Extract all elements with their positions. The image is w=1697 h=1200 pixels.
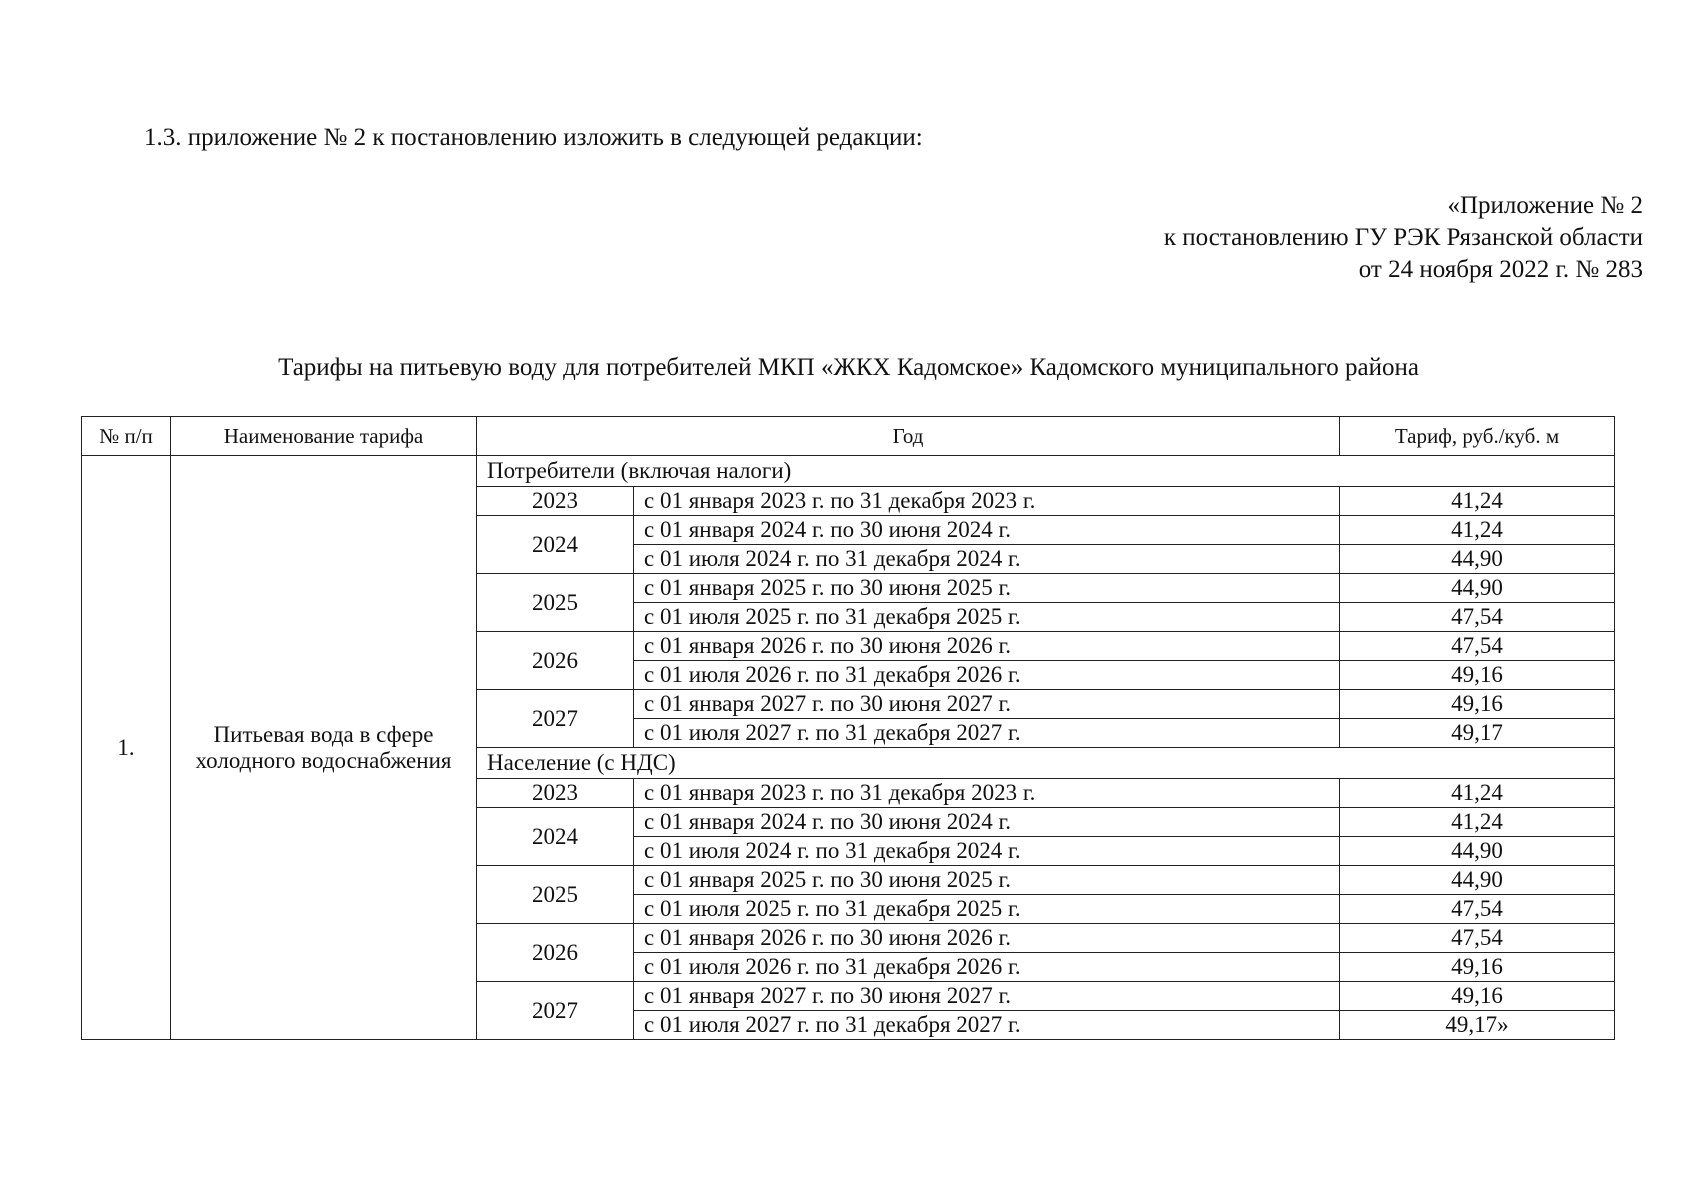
- year-cell: 2026: [477, 924, 634, 982]
- tariff-value-cell: 49,16: [1340, 953, 1615, 982]
- tariff-value-cell: 44,90: [1340, 545, 1615, 574]
- tariff-value-cell: 41,24: [1340, 516, 1615, 545]
- appendix-line-1: «Приложение № 2: [1447, 192, 1643, 219]
- period-cell: с 01 января 2027 г. по 30 июня 2027 г.: [634, 982, 1340, 1011]
- tariff-value-cell: 41,24: [1340, 808, 1615, 837]
- group-row: [82, 456, 1615, 487]
- appendix-line-3: от 24 ноября 2022 г. № 283: [1358, 256, 1643, 283]
- year-cell: 2024: [477, 516, 634, 574]
- amendment-intro: 1.3. приложение № 2 к постановлению изложить в следующей редакции:: [144, 124, 923, 151]
- year-cell: 2025: [477, 574, 634, 632]
- period-cell: с 01 января 2023 г. по 31 декабря 2023 г.: [634, 487, 1340, 516]
- year-cell: 2027: [477, 982, 634, 1040]
- tariff-value-cell: 44,90: [1340, 866, 1615, 895]
- tariff-table: [81, 416, 1615, 1040]
- year-cell: 2026: [477, 632, 634, 690]
- tariff-name: Питьевая вода в сфере холодного водоснабжения: [171, 456, 477, 1040]
- period-cell: с 01 июля 2025 г. по 31 декабря 2025 г.: [634, 895, 1340, 924]
- year-cell: 2025: [477, 866, 634, 924]
- period-cell: с 01 июля 2024 г. по 31 декабря 2024 г.: [634, 837, 1340, 866]
- period-cell: с 01 июля 2026 г. по 31 декабря 2026 г.: [634, 953, 1340, 982]
- period-cell: с 01 июля 2026 г. по 31 декабря 2026 г.: [634, 661, 1340, 690]
- tariff-value-cell: 47,54: [1340, 895, 1615, 924]
- period-cell: с 01 января 2024 г. по 30 июня 2024 г.: [634, 808, 1340, 837]
- period-cell: с 01 января 2026 г. по 30 июня 2026 г.: [634, 632, 1340, 661]
- period-cell: с 01 июля 2027 г. по 31 декабря 2027 г.: [634, 719, 1340, 748]
- group-label: Потребители (включая налоги): [477, 456, 1615, 487]
- appendix-line-2: к постановлению ГУ РЭК Рязанской области: [1163, 224, 1643, 251]
- tariff-value-cell: 49,17»: [1340, 1011, 1615, 1040]
- header-year: Год: [477, 417, 1340, 456]
- group-label: Население (с НДС): [477, 748, 1615, 779]
- header-num: № п/п: [82, 417, 171, 456]
- tariff-value-cell: 49,16: [1340, 982, 1615, 1011]
- tariff-value-cell: 44,90: [1340, 574, 1615, 603]
- row-number: 1.: [82, 456, 171, 1040]
- year-cell: 2023: [477, 487, 634, 516]
- table-title: Тарифы на питьевую воду для потребителей МКП «ЖКХ Кадомское» Кадомского муниципального района: [278, 354, 1419, 381]
- period-cell: с 01 января 2024 г. по 30 июня 2024 г.: [634, 516, 1340, 545]
- tariff-value-cell: 41,24: [1340, 779, 1615, 808]
- tariff-value-cell: 47,54: [1340, 632, 1615, 661]
- period-cell: с 01 июля 2027 г. по 31 декабря 2027 г.: [634, 1011, 1340, 1040]
- tariff-value-cell: 47,54: [1340, 603, 1615, 632]
- period-cell: с 01 января 2023 г. по 31 декабря 2023 г.: [634, 779, 1340, 808]
- period-cell: с 01 января 2026 г. по 30 июня 2026 г.: [634, 924, 1340, 953]
- tariff-value-cell: 47,54: [1340, 924, 1615, 953]
- tariff-value-cell: 44,90: [1340, 837, 1615, 866]
- header-tariff: Тариф, руб./куб. м: [1340, 417, 1615, 456]
- tariff-value-cell: 49,16: [1340, 661, 1615, 690]
- period-cell: с 01 июля 2025 г. по 31 декабря 2025 г.: [634, 603, 1340, 632]
- period-cell: с 01 января 2027 г. по 30 июня 2027 г.: [634, 690, 1340, 719]
- tariff-value-cell: 49,16: [1340, 690, 1615, 719]
- year-cell: 2027: [477, 690, 634, 748]
- tariff-value-cell: 41,24: [1340, 487, 1615, 516]
- year-cell: 2023: [477, 779, 634, 808]
- tariff-value-cell: 49,17: [1340, 719, 1615, 748]
- period-cell: с 01 июля 2024 г. по 31 декабря 2024 г.: [634, 545, 1340, 574]
- year-cell: 2024: [477, 808, 634, 866]
- period-cell: с 01 января 2025 г. по 30 июня 2025 г.: [634, 866, 1340, 895]
- header-name: Наименование тарифа: [171, 417, 477, 456]
- table-header-row: [82, 417, 1615, 456]
- appendix-reference: [1164, 190, 1643, 286]
- period-cell: с 01 января 2025 г. по 30 июня 2025 г.: [634, 574, 1340, 603]
